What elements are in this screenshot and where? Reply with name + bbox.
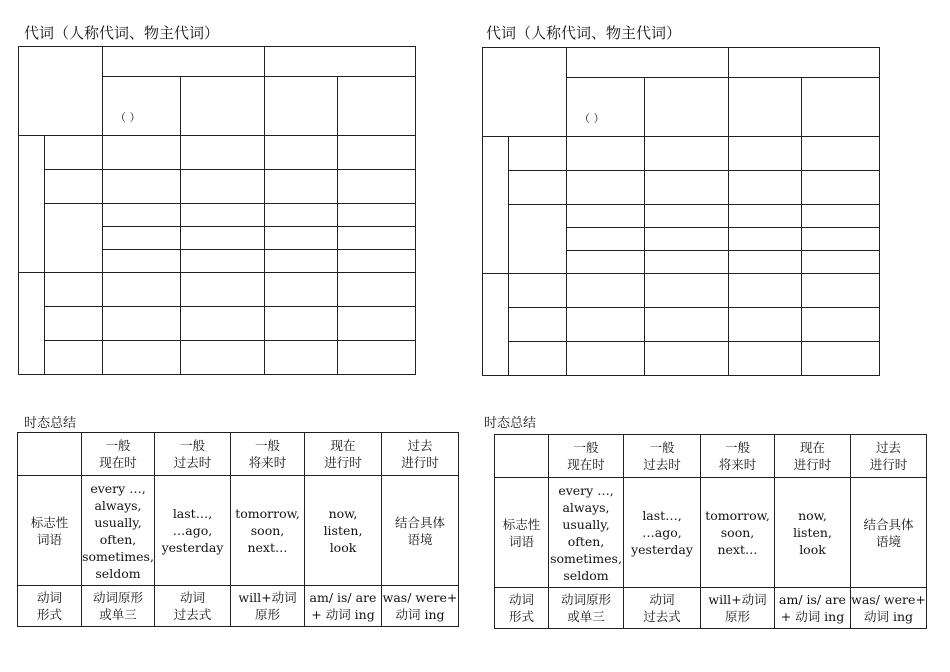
tense-header-present-continuous: 现在 进行时 (305, 433, 382, 476)
pronoun-cell (103, 273, 181, 307)
pronoun-cell (802, 228, 880, 251)
pronoun-cell (645, 137, 729, 171)
pronoun-cell (338, 204, 416, 227)
pronoun-table-corner (483, 48, 567, 137)
pronoun-row-label (509, 137, 567, 171)
pronoun-cell (265, 307, 338, 341)
pronoun-cell (103, 136, 181, 170)
pronoun-cell (181, 204, 265, 227)
pronoun-cell (645, 274, 729, 308)
verb-form-past-continuous: was/ were+ 动词 ing (382, 586, 459, 627)
pronoun-cell (645, 205, 729, 228)
tense-section-title: 时态总结 (24, 416, 77, 431)
pronoun-cell (181, 170, 265, 204)
pronoun-group-label (483, 274, 509, 376)
pronoun-cell (567, 308, 645, 342)
pronoun-cell (103, 170, 181, 204)
pronoun-cell (265, 170, 338, 204)
pronoun-cell (338, 307, 416, 341)
verb-form-present-continuous: am/ is/ are + 动词 ing (305, 586, 382, 627)
pronoun-row-label (45, 273, 103, 307)
pronoun-cell (729, 342, 802, 376)
pronoun-row-label (509, 171, 567, 205)
pronoun-table-header-group (729, 48, 880, 78)
signal-words-simple-future: tomorrow, soon, next… (231, 476, 305, 586)
tense-section-title: 时态总结 (484, 416, 537, 431)
tense-header-past-continuous: 过去 进行时 (851, 435, 927, 478)
pronoun-cell (265, 273, 338, 307)
pronoun-cell (645, 342, 729, 376)
pronoun-table (18, 46, 416, 375)
pronoun-cell (265, 227, 338, 250)
pronoun-cell (645, 251, 729, 274)
tense-row-label-verb-form: 动词 形式 (495, 588, 549, 629)
tense-row-label-signal-words: 标志性 词语 (18, 476, 82, 586)
tense-header-simple-past: 一般 过去时 (155, 433, 231, 476)
pronoun-cell (802, 137, 880, 171)
signal-words-present-continuous: now, listen, look (305, 476, 382, 586)
pronoun-row-label (45, 307, 103, 341)
verb-form-simple-present: 动词原形 或单三 (82, 586, 155, 627)
tense-header-present-continuous: 现在 进行时 (775, 435, 851, 478)
pronoun-cell (729, 251, 802, 274)
signal-words-simple-present: every …, always, usually, often, sometimes, seldom (549, 478, 624, 588)
pronoun-cell (567, 205, 645, 228)
tense-table-corner (495, 435, 549, 478)
pronoun-cell (338, 136, 416, 170)
signal-words-past-continuous: 结合具体 语境 (851, 478, 927, 588)
pronoun-cell (338, 227, 416, 250)
pronoun-cell (338, 250, 416, 273)
pronoun-cell (265, 136, 338, 170)
signal-words-simple-present: every …, always, usually, often, sometimes, seldom (82, 476, 155, 586)
pronoun-table-header-bracket: （ ） (567, 78, 645, 137)
pronoun-cell (802, 171, 880, 205)
pronoun-cell (265, 204, 338, 227)
verb-form-present-continuous: am/ is/ are + 动词 ing (775, 588, 851, 629)
pronoun-cell (181, 250, 265, 273)
pronoun-cell (567, 137, 645, 171)
tense-summary-table (494, 434, 927, 629)
pronoun-table-header (645, 78, 729, 137)
pronoun-cell (729, 171, 802, 205)
pronoun-section-title: 代词（人称代词、物主代词） (486, 24, 682, 42)
verb-form-simple-past: 动词 过去式 (624, 588, 701, 629)
pronoun-cell (567, 251, 645, 274)
pronoun-row-label (45, 204, 103, 273)
pronoun-table (482, 47, 880, 376)
pronoun-cell (802, 308, 880, 342)
pronoun-cell (729, 137, 802, 171)
pronoun-cell (181, 136, 265, 170)
verb-form-simple-past: 动词 过去式 (155, 586, 231, 627)
tense-header-simple-past: 一般 过去时 (624, 435, 701, 478)
pronoun-cell (645, 308, 729, 342)
pronoun-cell (802, 274, 880, 308)
pronoun-cell (103, 227, 181, 250)
tense-header-simple-present: 一般 现在时 (82, 433, 155, 476)
pronoun-cell (729, 228, 802, 251)
pronoun-table-header (338, 77, 416, 136)
tense-row-label-signal-words: 标志性 词语 (495, 478, 549, 588)
pronoun-cell (103, 341, 181, 375)
pronoun-cell (265, 341, 338, 375)
pronoun-cell (802, 251, 880, 274)
pronoun-table-header (181, 77, 265, 136)
pronoun-cell (103, 204, 181, 227)
pronoun-row-label (45, 170, 103, 204)
pronoun-table-header (802, 78, 880, 137)
pronoun-table-header-group (567, 48, 729, 78)
pronoun-row-label (45, 136, 103, 170)
pronoun-cell (802, 205, 880, 228)
pronoun-cell (181, 341, 265, 375)
pronoun-group-label (483, 137, 509, 274)
pronoun-cell (103, 307, 181, 341)
pronoun-cell (567, 342, 645, 376)
pronoun-row-label (509, 342, 567, 376)
pronoun-cell (181, 307, 265, 341)
pronoun-cell (567, 171, 645, 205)
pronoun-cell (567, 274, 645, 308)
pronoun-section-title: 代词（人称代词、物主代词） (24, 24, 220, 42)
pronoun-table-header-group (265, 47, 416, 77)
pronoun-table-header (729, 78, 802, 137)
verb-form-past-continuous: was/ were+ 动词 ing (851, 588, 927, 629)
signal-words-simple-future: tomorrow, soon, next… (701, 478, 775, 588)
tense-header-simple-future: 一般 将来时 (701, 435, 775, 478)
verb-form-simple-future: will+动词 原形 (231, 586, 305, 627)
pronoun-cell (338, 341, 416, 375)
signal-words-past-continuous: 结合具体 语境 (382, 476, 459, 586)
pronoun-row-label (45, 341, 103, 375)
signal-words-present-continuous: now, listen, look (775, 478, 851, 588)
pronoun-table-header-group (103, 47, 265, 77)
verb-form-simple-future: will+动词 原形 (701, 588, 775, 629)
pronoun-cell (645, 171, 729, 205)
pronoun-group-label (19, 136, 45, 273)
pronoun-table-header-bracket: （ ） (103, 77, 181, 136)
pronoun-cell (802, 342, 880, 376)
pronoun-cell (265, 250, 338, 273)
tense-header-simple-future: 一般 将来时 (231, 433, 305, 476)
pronoun-table-header (265, 77, 338, 136)
pronoun-group-label (19, 273, 45, 375)
signal-words-simple-past: last…, …ago, yesterday (624, 478, 701, 588)
pronoun-cell (338, 273, 416, 307)
tense-table-corner (18, 433, 82, 476)
pronoun-cell (729, 274, 802, 308)
pronoun-cell (338, 170, 416, 204)
pronoun-row-label (509, 308, 567, 342)
pronoun-cell (729, 308, 802, 342)
pronoun-cell (729, 205, 802, 228)
verb-form-simple-present: 动词原形 或单三 (549, 588, 624, 629)
pronoun-row-label (509, 274, 567, 308)
pronoun-cell (181, 273, 265, 307)
tense-header-simple-present: 一般 现在时 (549, 435, 624, 478)
pronoun-cell (103, 250, 181, 273)
signal-words-simple-past: last…, …ago, yesterday (155, 476, 231, 586)
pronoun-cell (645, 228, 729, 251)
pronoun-cell (567, 228, 645, 251)
tense-summary-table (17, 432, 459, 627)
pronoun-cell (181, 227, 265, 250)
tense-row-label-verb-form: 动词 形式 (18, 586, 82, 627)
tense-header-past-continuous: 过去 进行时 (382, 433, 459, 476)
pronoun-table-corner (19, 47, 103, 136)
pronoun-row-label (509, 205, 567, 274)
